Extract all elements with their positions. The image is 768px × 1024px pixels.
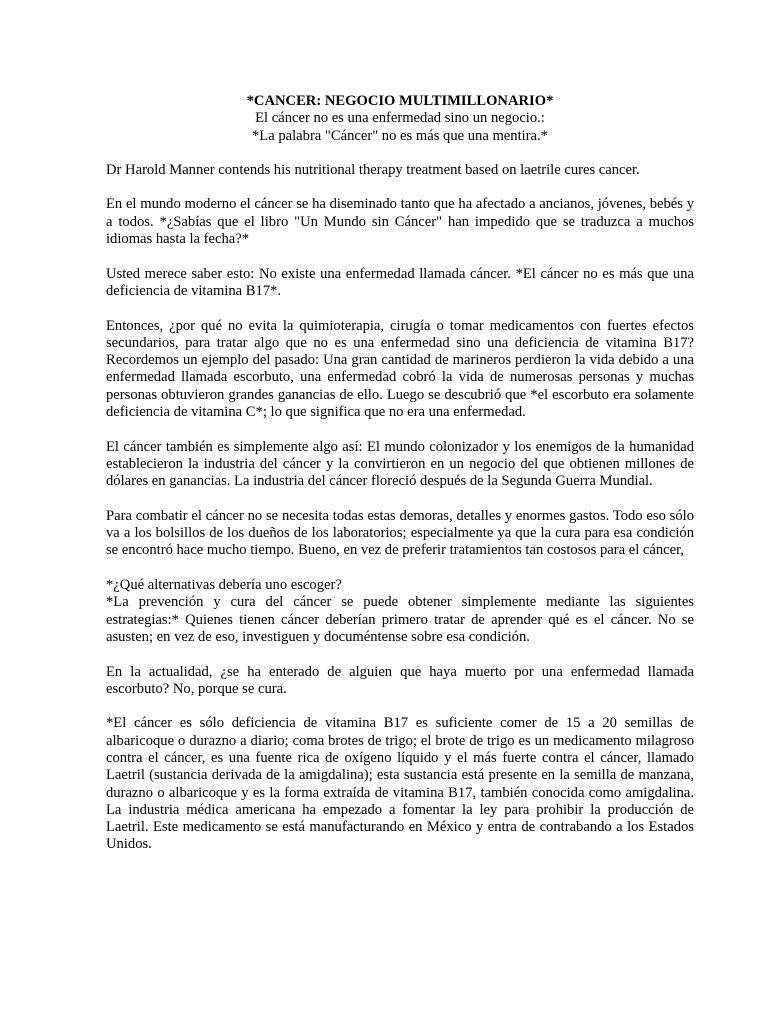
alternatives-question: *¿Qué alternativas debería uno escoger? [106, 577, 342, 594]
alternatives-answer: *La prevención y cura del cáncer se puede obtener simplemente mediante las siguientes estrategias:* Quienes tienen cáncer deberían primero tratar de aprender qué es el cáncer. No se asusten; en vez de eso, investiguen y documéntense sobre esa condición. [106, 594, 694, 645]
document-subtitle-2: *La palabra "Cáncer" no es más que una mentira.* [252, 127, 548, 144]
document-title: *CANCER: NEGOCIO MULTIMILLONARIO* [246, 93, 554, 109]
paragraph-scurvy: En la actualidad, ¿se ha enterado de alguien que haya muerto por una enfermedad llamada escorbuto? No, porque se cura. [106, 663, 694, 697]
document-content [106, 93, 694, 871]
paragraph-alternatives [106, 577, 694, 646]
paragraph-industry: El cáncer también es simplemente algo así: El mundo colonizador y los enemigos de la humanidad establecieron la industria del cáncer y la convirtieron en un negocio del que obtienen millones de dólares en ganancias. La industria del cáncer floreció después de la Segunda Guerra Mundial. [106, 438, 694, 490]
paragraph-modern-world: En el mundo moderno el cáncer se ha diseminado tanto que ha afectado a ancianos, jóvenes, bebés y a todos. *¿Sabías que el libro "Un Mundo sin Cáncer" han impedido que se traduzca a muchos idiomas hasta la fecha?* [106, 196, 694, 248]
paragraph-chemotherapy: Entonces, ¿por qué no evita la quimioterapia, cirugía o tomar medicamentos con fuertes efectos secundarios, para tratar algo que no es una enfermedad sino una deficiencia de vitamina B17? Recordemos un ejemplo del pasado: Una gran cantidad de marineros perdieron la vida debido a una enfermedad llamada escorbuto, una enfermedad cobró la vida de numerosas personas y muchas personas obtuvieron grandes ganancias de ello. Luego se descubrió que *el escorbuto era solamente deficiencia de vitamina C*; lo que significa que no era una enfermedad. [106, 317, 694, 421]
paragraph-no-disease: Usted merece saber esto: No existe una enfermedad llamada cáncer. *El cáncer no es más que una deficiencia de vitamina B17*. [106, 265, 694, 299]
paragraph-costs: Para combatir el cáncer no se necesita todas estas demoras, detalles y enormes gastos. Todo eso sólo va a los bolsillos de los dueños de los laboratorios; especialmente ya que la cura para esa condición se encontró hace mucho tiempo. Bueno, en vez de preferir tratamientos tan costosos para el cáncer, [106, 507, 694, 559]
title-block [106, 93, 694, 145]
paragraph-b17: *El cáncer es sólo deficiencia de vitamina B17 es suficiente comer de 15 a 20 semillas de albaricoque o durazno a diario; coma brotes de trigo; el brote de trigo es un medicamento milagroso contra el cáncer, es una fuente rica de oxígeno líquido y el más fuerte contra el cáncer, llamado Laetril (sustancia derivada de la amigdalina); esta sustancia está presente en la semilla de manzana, durazno o albaricoque y es la forma extraída de vitamina B17, también conocida como amigdalina. La industria médica americana ha empezado a fomentar la ley para prohibir la producción de Laetril. Este medicamento se está manufacturando en México y entra de contrabando a los Estados Unidos. [106, 715, 694, 853]
paragraph-manner: Dr Harold Manner contends his nutritional therapy treatment based on laetrile cures cancer. [106, 161, 640, 178]
document-subtitle-1: El cáncer no es una enfermedad sino un negocio.: [255, 110, 545, 127]
